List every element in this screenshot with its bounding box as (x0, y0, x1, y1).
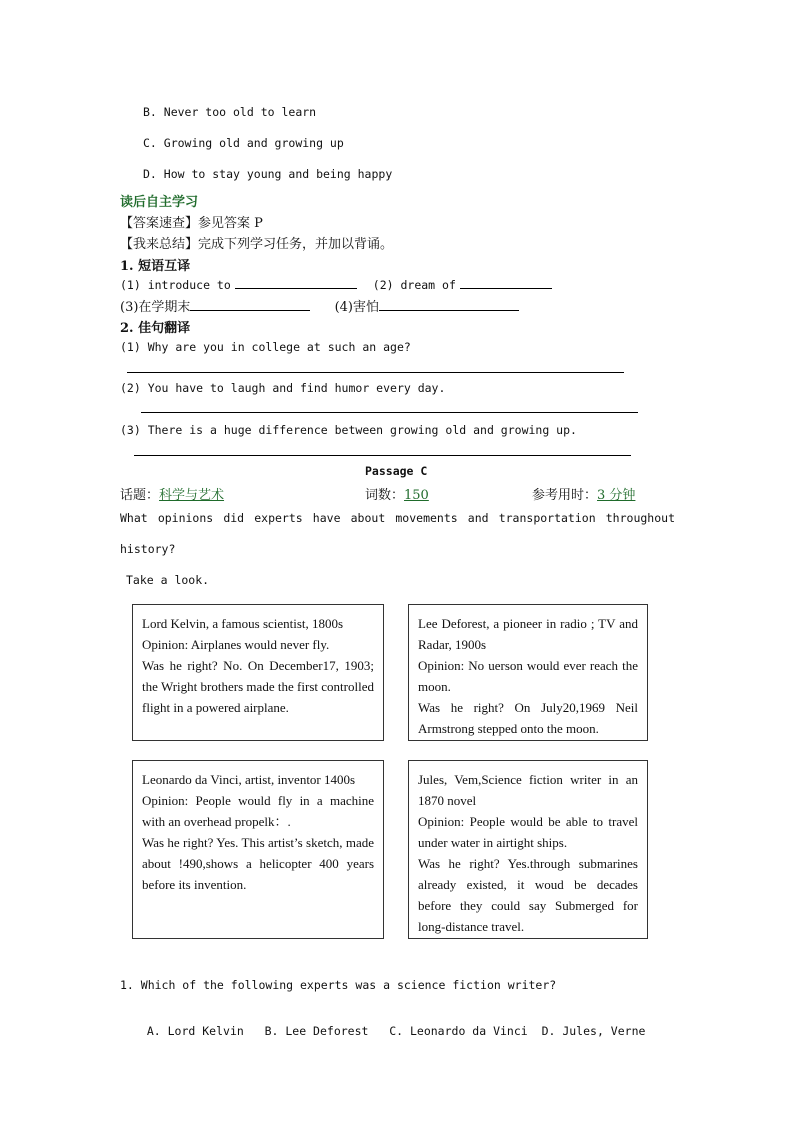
box-davinci-result: Was he right? Yes. This artist’s sketch, made about !490,shows a helicopter 400 years before its invention. (142, 835, 374, 892)
passage-title: Passage C (365, 464, 428, 478)
box-deforest-result: Was he right? On July20,1969 Neil Armstrong stepped onto the moon. (418, 700, 638, 736)
question-line-2: history? (120, 542, 176, 556)
box-kelvin-name: Lord Kelvin, a famous scientist, 1800s (142, 616, 344, 631)
blank-1[interactable] (235, 276, 357, 289)
expert-box-davinci (132, 760, 384, 939)
answer-line-1[interactable] (127, 372, 624, 373)
q1-option-a[interactable]: A. Lord Kelvin (146, 1024, 244, 1038)
answer-line-2[interactable] (141, 412, 638, 413)
blank-2[interactable] (460, 276, 552, 289)
sentences-heading: 2. 佳句翻译 (120, 321, 191, 336)
q1-option-c[interactable]: C. Leonardo da Vinci (389, 1024, 528, 1038)
section-title: 读后自主学习 (120, 195, 199, 210)
question-1-stem: 1. Which of the following experts was a science fiction writer? (120, 978, 557, 992)
words-label: 词数： (365, 488, 405, 503)
topic-label: 话题： (120, 488, 160, 503)
sentence-3: (3) There is a huge difference between growing old and growing up. (120, 423, 577, 437)
option-c: C. Growing old and growing up (143, 136, 344, 150)
blank-4[interactable] (379, 298, 519, 311)
sentence-1: (1) Why are you in college at such an age? (120, 340, 411, 354)
box-kelvin-result: Was he right? No. On December17, 1903; the Wright brothers made the first controlled flight in a powered airplane. (142, 658, 374, 715)
sentence-2: (2) You have to laugh and find humor every day. (120, 381, 446, 395)
q1-option-b[interactable]: B. Lee Deforest (264, 1024, 369, 1038)
words-value: 150 (404, 488, 429, 503)
box-deforest-opinion: Opinion: No uerson would ever reach the moon. (418, 658, 638, 694)
phrase-row-1 (120, 276, 552, 294)
topic (120, 484, 224, 503)
phrase-item-1: (1) introduce to (120, 278, 231, 292)
option-d: D. How to stay young and being happy (143, 167, 393, 181)
time-value: 3 分钟 (597, 488, 636, 503)
phrase-item-2: (2) dream of (372, 278, 456, 292)
phrase-item-4: (4)害怕 (334, 300, 379, 315)
expert-box-kelvin (132, 604, 384, 741)
question-line-1: What opinions did experts have about movements and transportation throughout (120, 511, 675, 525)
blank-3[interactable] (190, 298, 310, 311)
take-a-look: Take a look. (126, 573, 210, 587)
phrase-item-3: (3)在学期末 (120, 300, 191, 315)
time-label: 参考用时： (532, 488, 598, 503)
box-verne-opinion: Opinion: People would be able to travel under water in airtight ships. (418, 814, 638, 850)
summary-instruction: 【我来总结】完成下列学习任务，并加以背诵。 (120, 237, 394, 252)
box-verne-result: Was he right? Yes.through submarines already existed, it woud be decades before they could say Submerged for long-distance travel. (418, 856, 638, 934)
box-verne-name: Jules, Vem,Science fiction writer in an 1870 novel (418, 772, 638, 808)
reading-time (532, 484, 635, 503)
word-count (365, 484, 429, 503)
topic-value: 科学与艺术 (159, 488, 225, 503)
box-davinci-opinion: Opinion: People would fly in a machine with an overhead propelk：. (142, 793, 374, 829)
option-b: B. Never too old to learn (143, 105, 317, 119)
box-deforest-name: Lee Deforest, a pioneer in radio ; TV and Radar, 1900s (418, 616, 638, 652)
answer-line-3[interactable] (134, 455, 631, 456)
expert-box-verne (408, 760, 648, 939)
phrases-heading: 1. 短语互译 (120, 259, 191, 274)
question-1-options (133, 1010, 645, 1038)
q1-option-d[interactable]: D. Jules, Verne (541, 1024, 646, 1038)
expert-box-deforest (408, 604, 648, 741)
box-davinci-name: Leonardo da Vinci, artist, inventor 1400s (142, 772, 356, 787)
answer-check: 【答案速查】参见答案 P (120, 216, 263, 231)
box-kelvin-opinion: Opinion: Airplanes would never fly. (142, 637, 330, 652)
phrase-row-2 (120, 296, 519, 315)
